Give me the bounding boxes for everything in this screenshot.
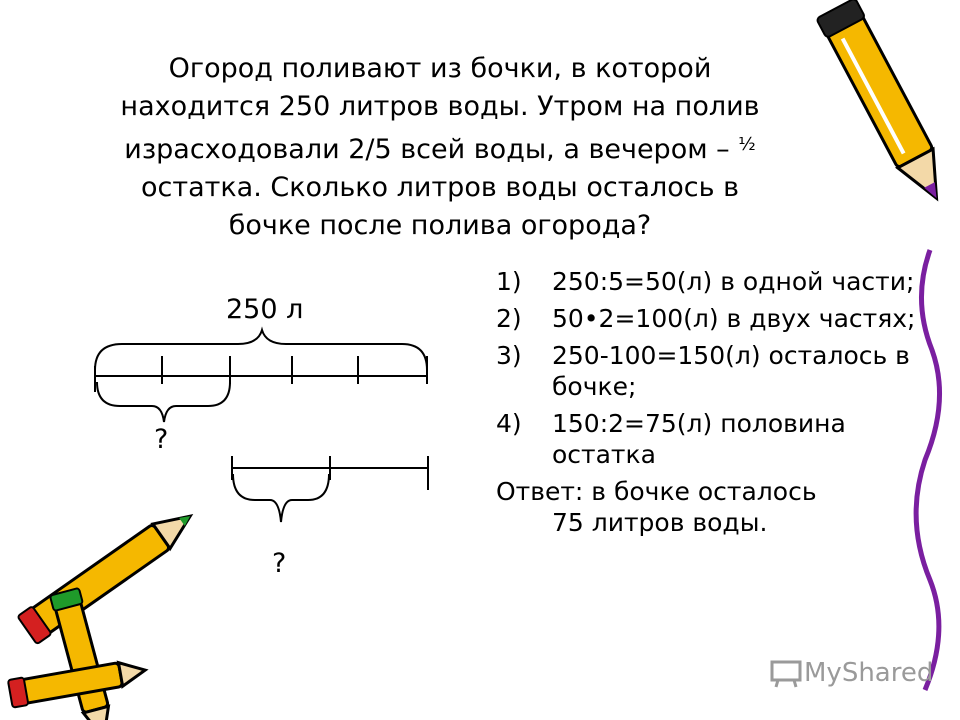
purple-stroke [916,250,939,690]
problem-line: находится 250 литров воды. Утром на полив [120,91,760,122]
step-text: 150:2=75(л) половина остатка [552,409,846,469]
step-number: 2) [496,304,522,333]
watermark [770,658,933,688]
answer-line: Ответ: в бочке осталось [496,477,817,506]
fraction-half: ½ [738,134,756,155]
problem-line: остатка. Сколько литров воды осталось в [141,172,739,203]
answer-line: 75 литров воды. [552,508,768,537]
presentation-icon [770,658,804,688]
problem-line-text: израсходовали 2/5 всей воды, а вечером – [124,134,730,165]
question-mark-1: ? [154,424,169,455]
step-text: 50•2=100(л) в двух частях; [552,304,916,333]
problem-line: бочке после полива огорода? [228,210,652,241]
total-label: 250 л [226,294,304,325]
step-number: 1) [496,267,522,296]
step-number: 3) [496,341,522,370]
question-mark-2: ? [272,548,287,579]
step-number: 4) [496,409,522,438]
step-text: 250:5=50(л) в одной части; [552,267,915,296]
pencil-icon [17,502,200,644]
problem-line: Огород поливают из бочки, в которой [168,53,712,84]
step-text: 250-100=150(л) осталось в бочке; [552,341,910,401]
pencil-icon [816,0,956,209]
watermark-text: MyShared [804,658,934,688]
